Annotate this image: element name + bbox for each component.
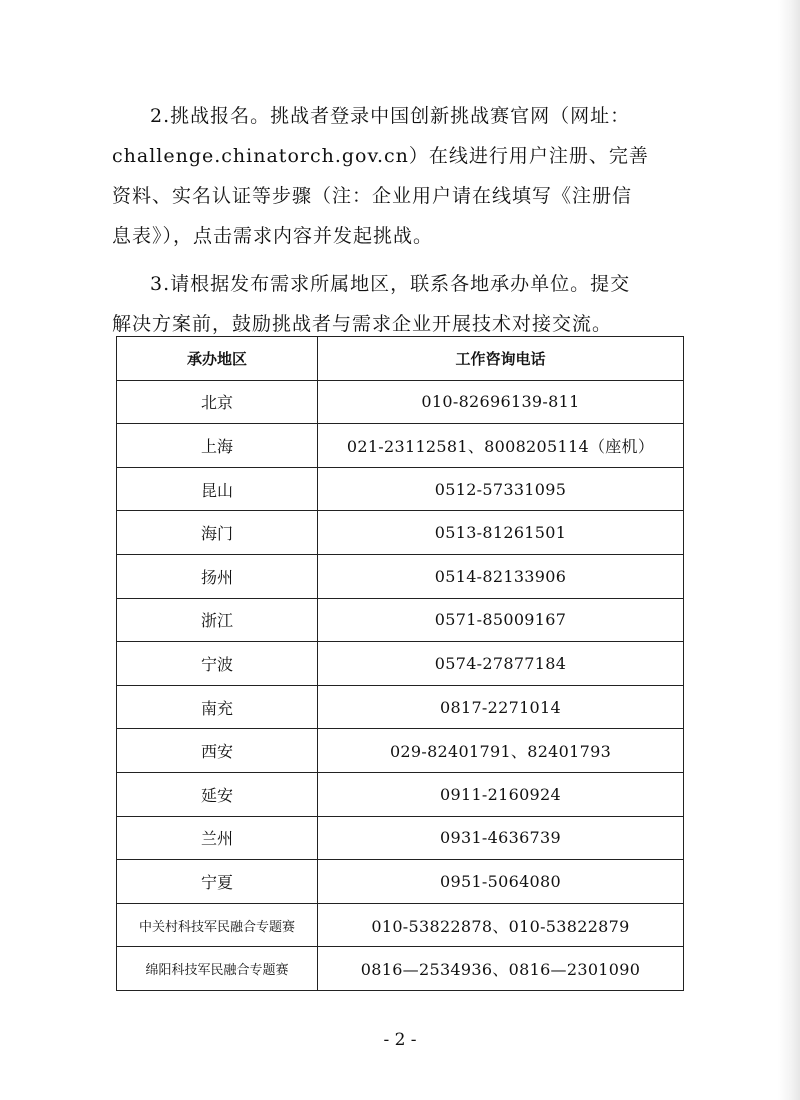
phone-cell: 010-53822878、010-53822879 <box>318 903 684 947</box>
table-row <box>117 598 684 642</box>
region-cell: 扬州 <box>117 554 318 598</box>
table-row <box>117 685 684 729</box>
table-row <box>117 467 684 511</box>
table-row <box>117 424 684 468</box>
table-row <box>117 860 684 904</box>
region-cell: 延安 <box>117 772 318 816</box>
region-cell: 宁夏 <box>117 860 318 904</box>
region-cell: 中关村科技军民融合专题赛 <box>117 903 318 947</box>
table-row <box>117 729 684 773</box>
region-cell: 昆山 <box>117 467 318 511</box>
region-cell: 南充 <box>117 685 318 729</box>
paragraph-step-2 <box>112 96 692 256</box>
table-row <box>117 772 684 816</box>
region-cell: 绵阳科技军民融合专题赛 <box>117 947 318 991</box>
paragraph-line: challenge.chinatorch.gov.cn）在线进行用户注册、完善 <box>112 145 649 167</box>
region-cell: 北京 <box>117 380 318 424</box>
paragraph-line: 息表》），点击需求内容并发起挑战。 <box>112 225 434 247</box>
phone-cell: 0817-2271014 <box>318 685 684 729</box>
paragraph-line: 解决方案前，鼓励挑战者与需求企业开展技术对接交流。 <box>112 313 613 335</box>
paragraph-step-3 <box>112 264 692 344</box>
phone-cell: 0816—2534936、0816—2301090 <box>318 947 684 991</box>
phone-cell: 0571-85009167 <box>318 598 684 642</box>
table-row <box>117 511 684 555</box>
phone-cell: 010-82696139-811 <box>318 380 684 424</box>
table-row <box>117 816 684 860</box>
page-number: - 2 - <box>383 1030 417 1050</box>
paragraph-line: 资料、实名认证等步骤（注：企业用户请在线填写《注册信 <box>112 185 633 207</box>
region-cell: 海门 <box>117 511 318 555</box>
phone-cell: 0951-5064080 <box>318 860 684 904</box>
table-header-row <box>117 337 684 381</box>
header-phone: 工作咨询电话 <box>318 337 684 381</box>
table-row <box>117 903 684 947</box>
region-cell: 宁波 <box>117 642 318 686</box>
header-region: 承办地区 <box>117 337 318 381</box>
contact-table <box>116 336 684 991</box>
table-row <box>117 642 684 686</box>
phone-cell: 0574-27877184 <box>318 642 684 686</box>
phone-cell: 0512-57331095 <box>318 467 684 511</box>
phone-cell: 0931-4636739 <box>318 816 684 860</box>
table-row <box>117 947 684 991</box>
phone-cell: 021-23112581、8008205114（座机） <box>318 424 684 468</box>
table-row <box>117 554 684 598</box>
page-edge-shadow <box>778 0 800 1100</box>
paragraph-line: 3.请根据发布需求所属地区，联系各地承办单位。提交 <box>150 273 631 295</box>
phone-cell: 0911-2160924 <box>318 772 684 816</box>
region-cell: 兰州 <box>117 816 318 860</box>
phone-cell: 029-82401791、82401793 <box>318 729 684 773</box>
region-cell: 西安 <box>117 729 318 773</box>
table-row <box>117 380 684 424</box>
phone-cell: 0513-81261501 <box>318 511 684 555</box>
region-cell: 浙江 <box>117 598 318 642</box>
paragraph-line: 2.挑战报名。挑战者登录中国创新挑战赛官网（网址： <box>150 105 631 127</box>
region-cell: 上海 <box>117 424 318 468</box>
phone-cell: 0514-82133906 <box>318 554 684 598</box>
